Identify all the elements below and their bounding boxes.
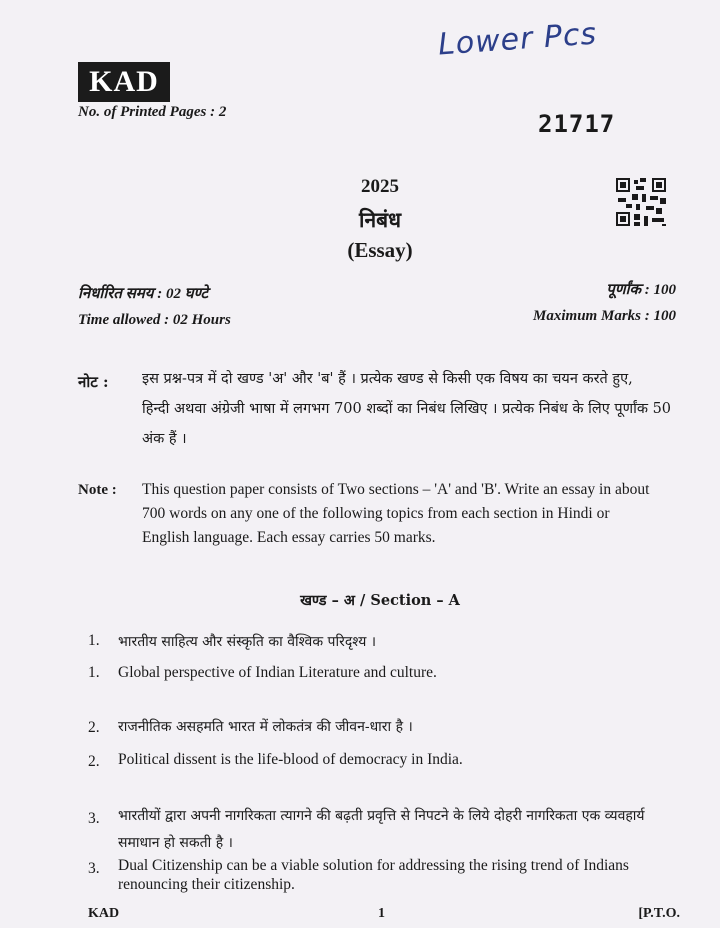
question-hindi-line: समाधान हो सकती है । xyxy=(118,835,233,851)
show-through-text xyxy=(240,66,243,82)
printed-pages: No. of Printed Pages : 2 xyxy=(78,104,227,120)
note-english-line: This question paper consists of Two sections – 'A' and 'B'. Write an essay in about xyxy=(142,481,650,498)
max-marks-english: Maximum Marks : 100 xyxy=(533,308,676,324)
question-hindi: भारतीय साहित्य और संस्कृति का वैश्विक परिदृश्य । xyxy=(118,634,377,650)
note-english-line: English language. Each essay carries 50 marks. xyxy=(142,529,436,546)
exam-year: 2025 xyxy=(361,176,399,197)
time-allowed-english: Time allowed : 02 Hours xyxy=(78,312,231,328)
question-hindi: राजनीतिक असहमति भारत में लोकतंत्र की जीवन-धारा है । xyxy=(118,719,413,735)
question-number: 2. xyxy=(88,719,100,736)
note-english-line: 700 words on any one of the following topics from each section in Hindi or xyxy=(142,505,610,522)
question-english xyxy=(118,856,678,894)
page-number: 1 xyxy=(378,906,385,921)
question-number: 1. xyxy=(88,664,100,681)
question-number: 2. xyxy=(88,753,100,770)
note-hindi-line: हिन्दी अथवा अंग्रेजी भाषा में लगभग 700 शब्दों का निबंध लिखिए । प्रत्येक निबंध के लिए पूर्णांक 50 xyxy=(142,401,672,417)
time-allowed-hindi: निर्धारित समय : 02 घण्टे xyxy=(78,286,209,302)
question-hindi xyxy=(118,803,645,857)
question-number: 3. xyxy=(88,810,100,827)
question-number: 1. xyxy=(88,632,100,649)
note-hindi xyxy=(142,364,682,454)
section-a-heading: खण्ड – अ / Section – A xyxy=(300,592,460,609)
note-label-hindi: नोट : xyxy=(78,373,109,391)
max-marks-hindi: पूर्णांक : 100 xyxy=(606,282,676,298)
handwritten-note: Lower Pcs xyxy=(436,16,599,63)
footer-code: KAD xyxy=(88,906,120,921)
paper-title-english: (Essay) xyxy=(347,238,413,262)
paper-code: KAD xyxy=(89,65,159,98)
paper-title-hindi: निबंध xyxy=(359,207,401,232)
note-label-english: Note : xyxy=(78,482,117,498)
question-english: Global perspective of Indian Literature and culture. xyxy=(118,664,437,681)
roll-code: 21717 xyxy=(538,110,616,138)
pto-marker: [P.T.O. xyxy=(638,906,680,921)
question-number: 3. xyxy=(88,860,100,877)
note-hindi-line: अंक हैं । xyxy=(142,431,187,447)
question-english-line: Dual Citizenship can be a viable solution for addressing the rising trend of Indians xyxy=(118,857,629,874)
paper-code-badge xyxy=(78,62,170,102)
note-english xyxy=(142,478,692,550)
question-english: Political dissent is the life-blood of democracy in India. xyxy=(118,751,463,768)
question-english-line: renouncing their citizenship. xyxy=(118,876,295,893)
note-hindi-line: इस प्रश्न-पत्र में दो खण्ड 'अ' और 'ब' हैं । प्रत्येक खण्ड से किसी एक विषय का चयन करते हुए, xyxy=(142,371,633,387)
question-hindi-line: भारतीयों द्वारा अपनी नागरिकता त्यागने की बढ़ती प्रवृत्ति से निपटने के लिये दोहरी नागरिकता एक व्यवहार्य xyxy=(118,808,645,824)
